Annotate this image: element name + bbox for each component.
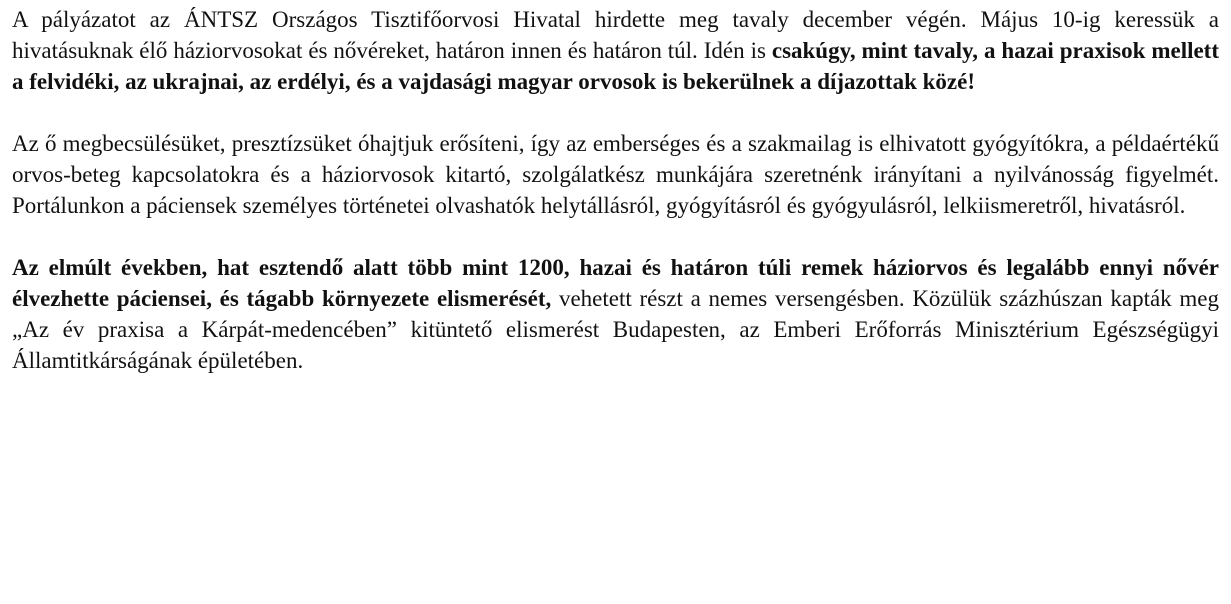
- paragraph-purpose: [12, 128, 1219, 221]
- paragraph-announcement: [12, 4, 1219, 97]
- paragraph-history: [12, 252, 1219, 376]
- paragraph-text: vehetett részt a nemes versengésben. Közülük százhúszan kapták meg „Az év praxisa a Kárpát-medencében” kitüntető elismerést Budapesten, az Emberi Erőforrás Minisztérium Egészségügyi Államtitkárságának épületében.: [12, 286, 1219, 373]
- document-page: [12, 4, 1219, 376]
- paragraph-bold-text: Az elmúlt években, hat esztendő alatt több mint 1200, hazai és határon túli remek háziorvos és legalább ennyi nővér élvezhette páciensei, és tágabb környezete elismerését,: [12, 255, 1219, 311]
- paragraph-text: A pályázatot az ÁNTSZ Országos Tisztifőorvosi Hivatal hirdette meg tavaly december végén. Május 10-ig keressük a hivatásuknak élő háziorvosokat és nővéreket, határon innen és határon túl. Idén is: [12, 7, 1219, 63]
- paragraph-bold-text: csakúgy, mint tavaly, a hazai praxisok mellett a felvidéki, az ukrajnai, az erdélyi, és a vajdasági magyar orvosok is bekerülnek a díjazottak közé!: [12, 38, 1219, 94]
- paragraph-text: Az ő megbecsülésüket, presztízsüket óhajtjuk erősíteni, így az emberséges és a szakmailag is elhivatott gyógyítókra, a példaértékű orvos-beteg kapcsolatokra és a háziorvosok kitartó, szolgálatkész munkájára szeretnénk irányítani a nyilvánosság figyelmét. Portálunkon a páciensek személyes történetei olvashatók helytállásról, gyógyításról és gyógyulásról, lelkiismeretről, hivatásról.: [12, 131, 1219, 218]
